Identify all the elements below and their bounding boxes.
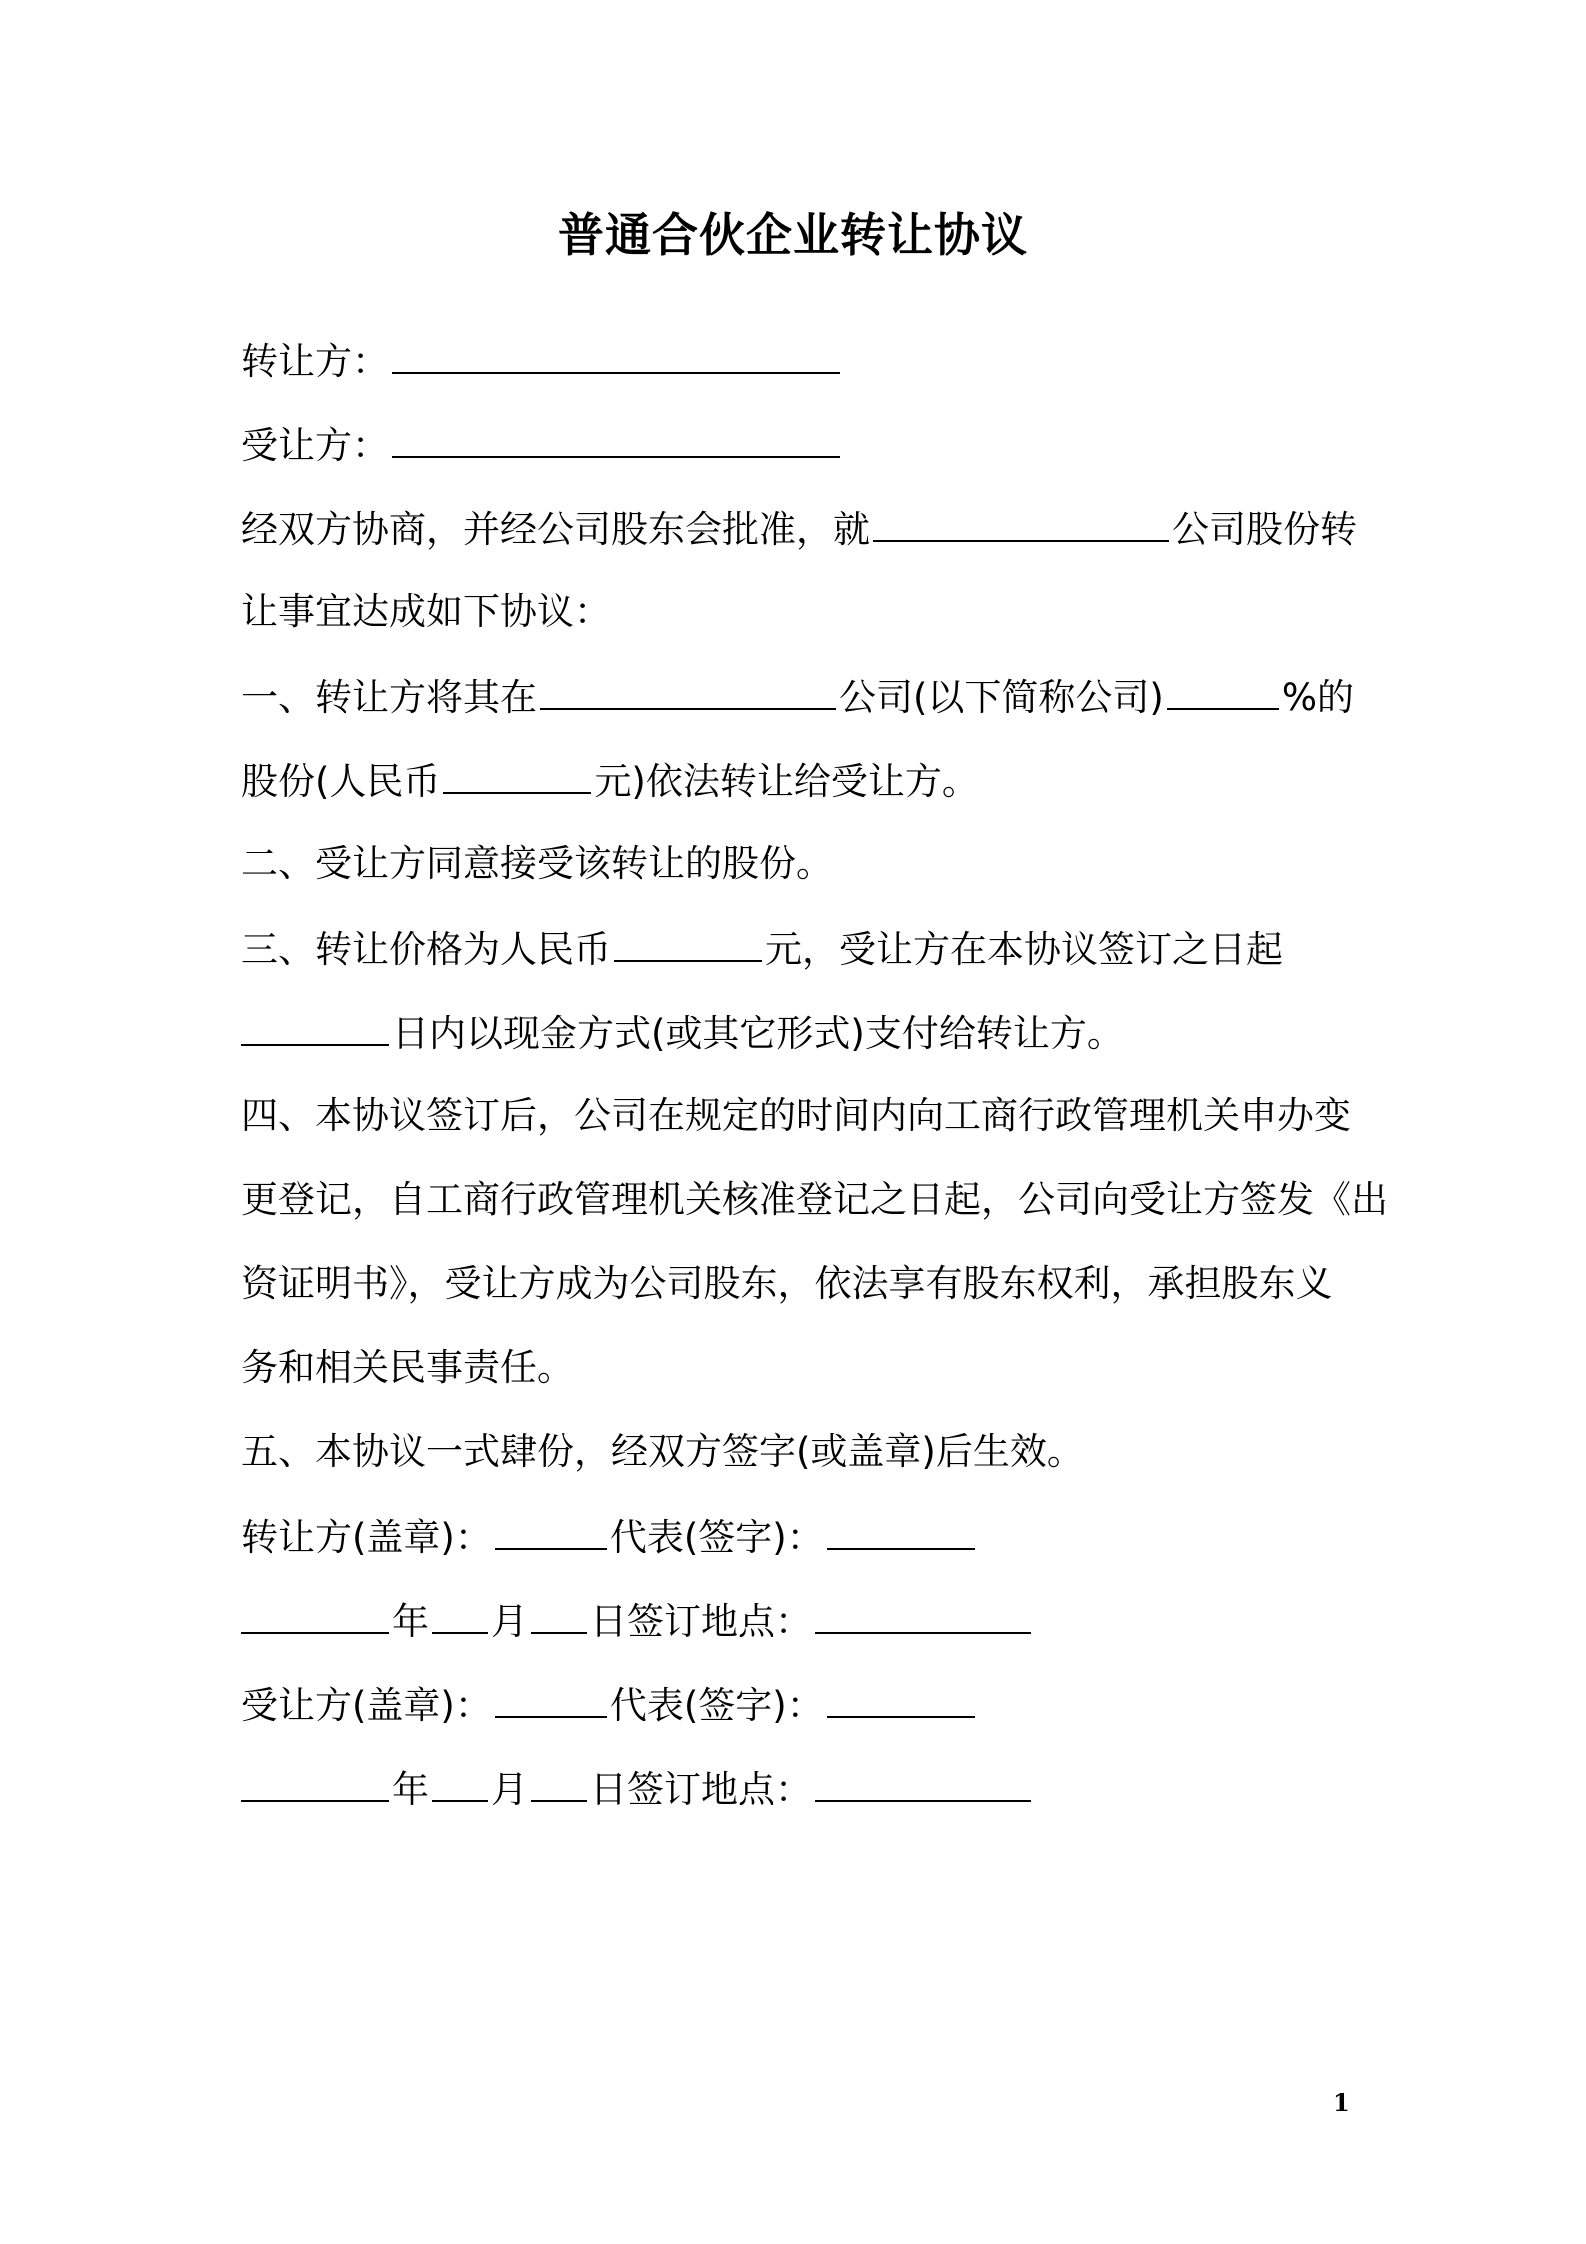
transferor-seal-blank: [495, 1508, 607, 1550]
place-blank: [815, 1592, 1031, 1634]
company-name-blank: [873, 500, 1169, 542]
clause-3-line-2: 日内以现金方式(或其它形式)支付给转让方。: [241, 1004, 1124, 1060]
transferor-line: 转让方：: [241, 332, 843, 388]
transferee-signature-line: 受让方(盖章)： 代表(签字)：: [241, 1676, 978, 1732]
clause-intro-line-1: 经双方协商，并经公司股东会批准，就 公司股份转: [241, 500, 1357, 556]
month-blank: [432, 1592, 488, 1634]
day-blank: [531, 1592, 587, 1634]
clause-intro-line-2: 让事宜达成如下协议：: [241, 590, 611, 633]
year-blank: [241, 1760, 389, 1802]
percent-blank: [1167, 668, 1279, 710]
transferor-blank: [392, 332, 840, 374]
amount-blank: [443, 752, 591, 794]
transferee-seal-blank: [495, 1676, 607, 1718]
transferee-line: 受让方：: [241, 416, 843, 472]
clause-4-line-4: 务和相关民事责任。: [241, 1346, 574, 1389]
clause-2: 二、受让方同意接受该转让的股份。: [241, 842, 833, 885]
clause-4-line-3: 资证明书》，受让方成为公司股东，依法享有股东权利，承担股东义: [241, 1262, 1333, 1305]
transferor-signature-line: 转让方(盖章)： 代表(签字)：: [241, 1508, 978, 1564]
price-blank: [614, 920, 762, 962]
clause-1-line-1: 一、转让方将其在 公司(以下简称公司) %的: [241, 668, 1354, 724]
transferee-blank: [392, 416, 840, 458]
place-blank: [815, 1760, 1031, 1802]
clause-3-line-1: 三、转让价格为人民币 元，受让方在本协议签订之日起: [241, 920, 1283, 976]
clause-4-line-2: 更登记，自工商行政管理机关核准登记之日起，公司向受让方签发《出: [241, 1178, 1388, 1221]
page-number: 1: [1333, 2088, 1350, 2117]
month-blank: [432, 1760, 488, 1802]
document-title: 普通合伙企业转让协议: [558, 208, 1028, 262]
transferee-rep-blank: [827, 1676, 975, 1718]
days-blank: [241, 1004, 389, 1046]
year-blank: [241, 1592, 389, 1634]
transferor-date-line: 年 月 日签订地点：: [241, 1592, 1034, 1648]
clause-1-line-2: 股份(人民币 元)依法转让给受让方。: [241, 752, 979, 808]
day-blank: [531, 1760, 587, 1802]
clause-4-line-1: 四、本协议签订后，公司在规定的时间内向工商行政管理机关申办变: [241, 1094, 1351, 1137]
transferee-date-line: 年 月 日签订地点：: [241, 1760, 1034, 1816]
clause-5: 五、本协议一式肆份，经双方签字(或盖章)后生效。: [241, 1430, 1084, 1473]
transferor-rep-blank: [827, 1508, 975, 1550]
company-blank: [540, 668, 836, 710]
